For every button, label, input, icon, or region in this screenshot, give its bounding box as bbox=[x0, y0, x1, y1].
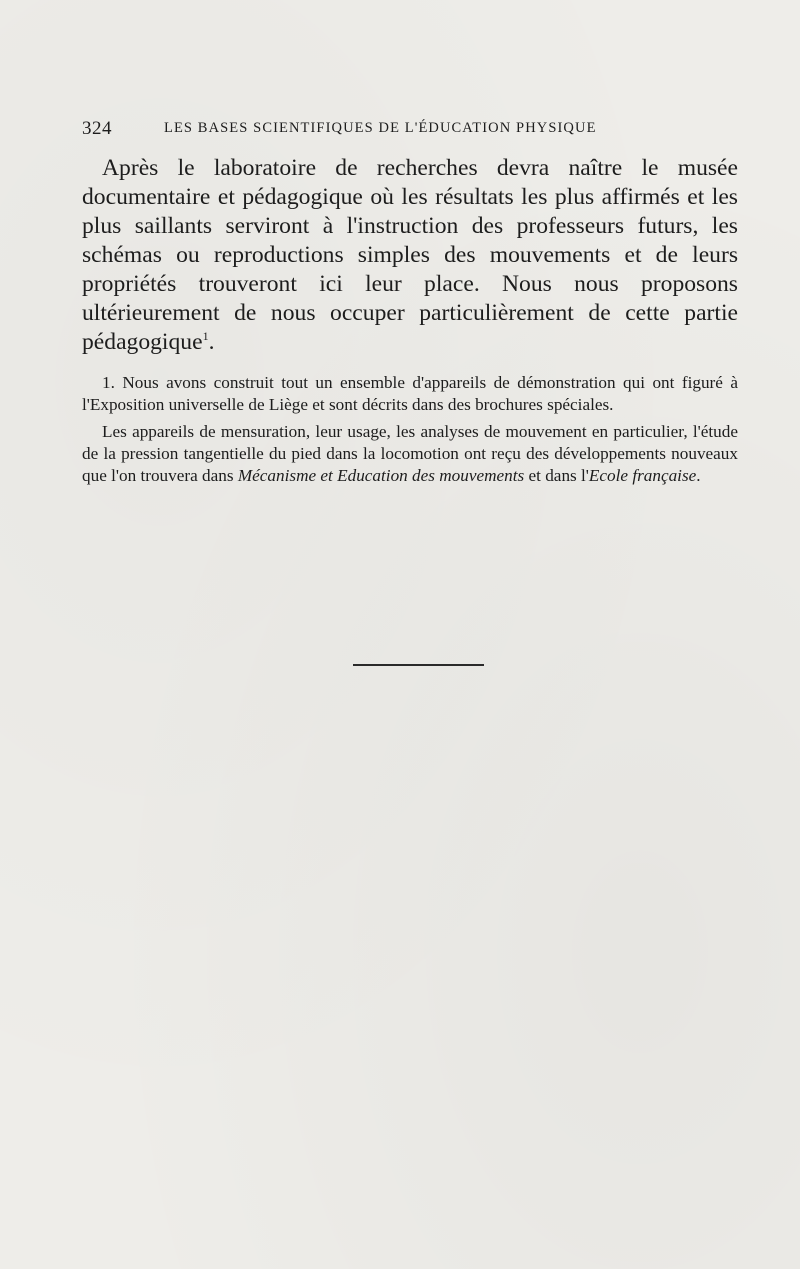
footnote-2-title-2: Ecole française bbox=[588, 466, 697, 485]
footnote-2-lead: Les appareils de mensuration, leur usage, les analyses de mouvement en particulier, l'étude de la pression tangentielle du pied dans la locomotion ont reçu des développements nouveaux que l'on trouvera dans bbox=[82, 422, 738, 485]
end-rule bbox=[353, 664, 484, 666]
running-head bbox=[82, 118, 742, 140]
body-paragraph bbox=[82, 154, 738, 357]
footnote-1: 1. Nous avons construit tout un ensemble d'appareils de démonstration qui ont figuré à l'Exposition universelle de Liège et sont décrits dans des brochures spéciales. bbox=[82, 373, 738, 414]
footnote-2-title-1: Mécanisme et Education des mouvements bbox=[237, 466, 525, 485]
footnote-2-mid: et dans l' bbox=[524, 466, 589, 485]
body-paragraph-text: Après le laboratoire de recherches devra naître le musée documentaire et pédagogique où les résultats les plus affirmés et les plus saillants serviront à l'instruction des professeurs futurs, les schémas ou reproductions simples des mouvements et de leurs propriétés trouveront ici leur place. Nous nous proposons ultérieurement de nous occuper particulièrement de cette partie pédagogique bbox=[82, 155, 738, 355]
page-number: 324 bbox=[82, 118, 112, 139]
running-title: LES BASES SCIENTIFIQUES DE L'ÉDUCATION PHYSIQUE bbox=[164, 120, 597, 136]
footnote-reference: 1 bbox=[202, 329, 209, 344]
body-text bbox=[82, 154, 738, 357]
footnotes bbox=[82, 372, 738, 487]
footnote-2 bbox=[82, 421, 738, 487]
body-end-punct: . bbox=[208, 329, 215, 355]
footnote-2-end: . bbox=[696, 466, 701, 485]
